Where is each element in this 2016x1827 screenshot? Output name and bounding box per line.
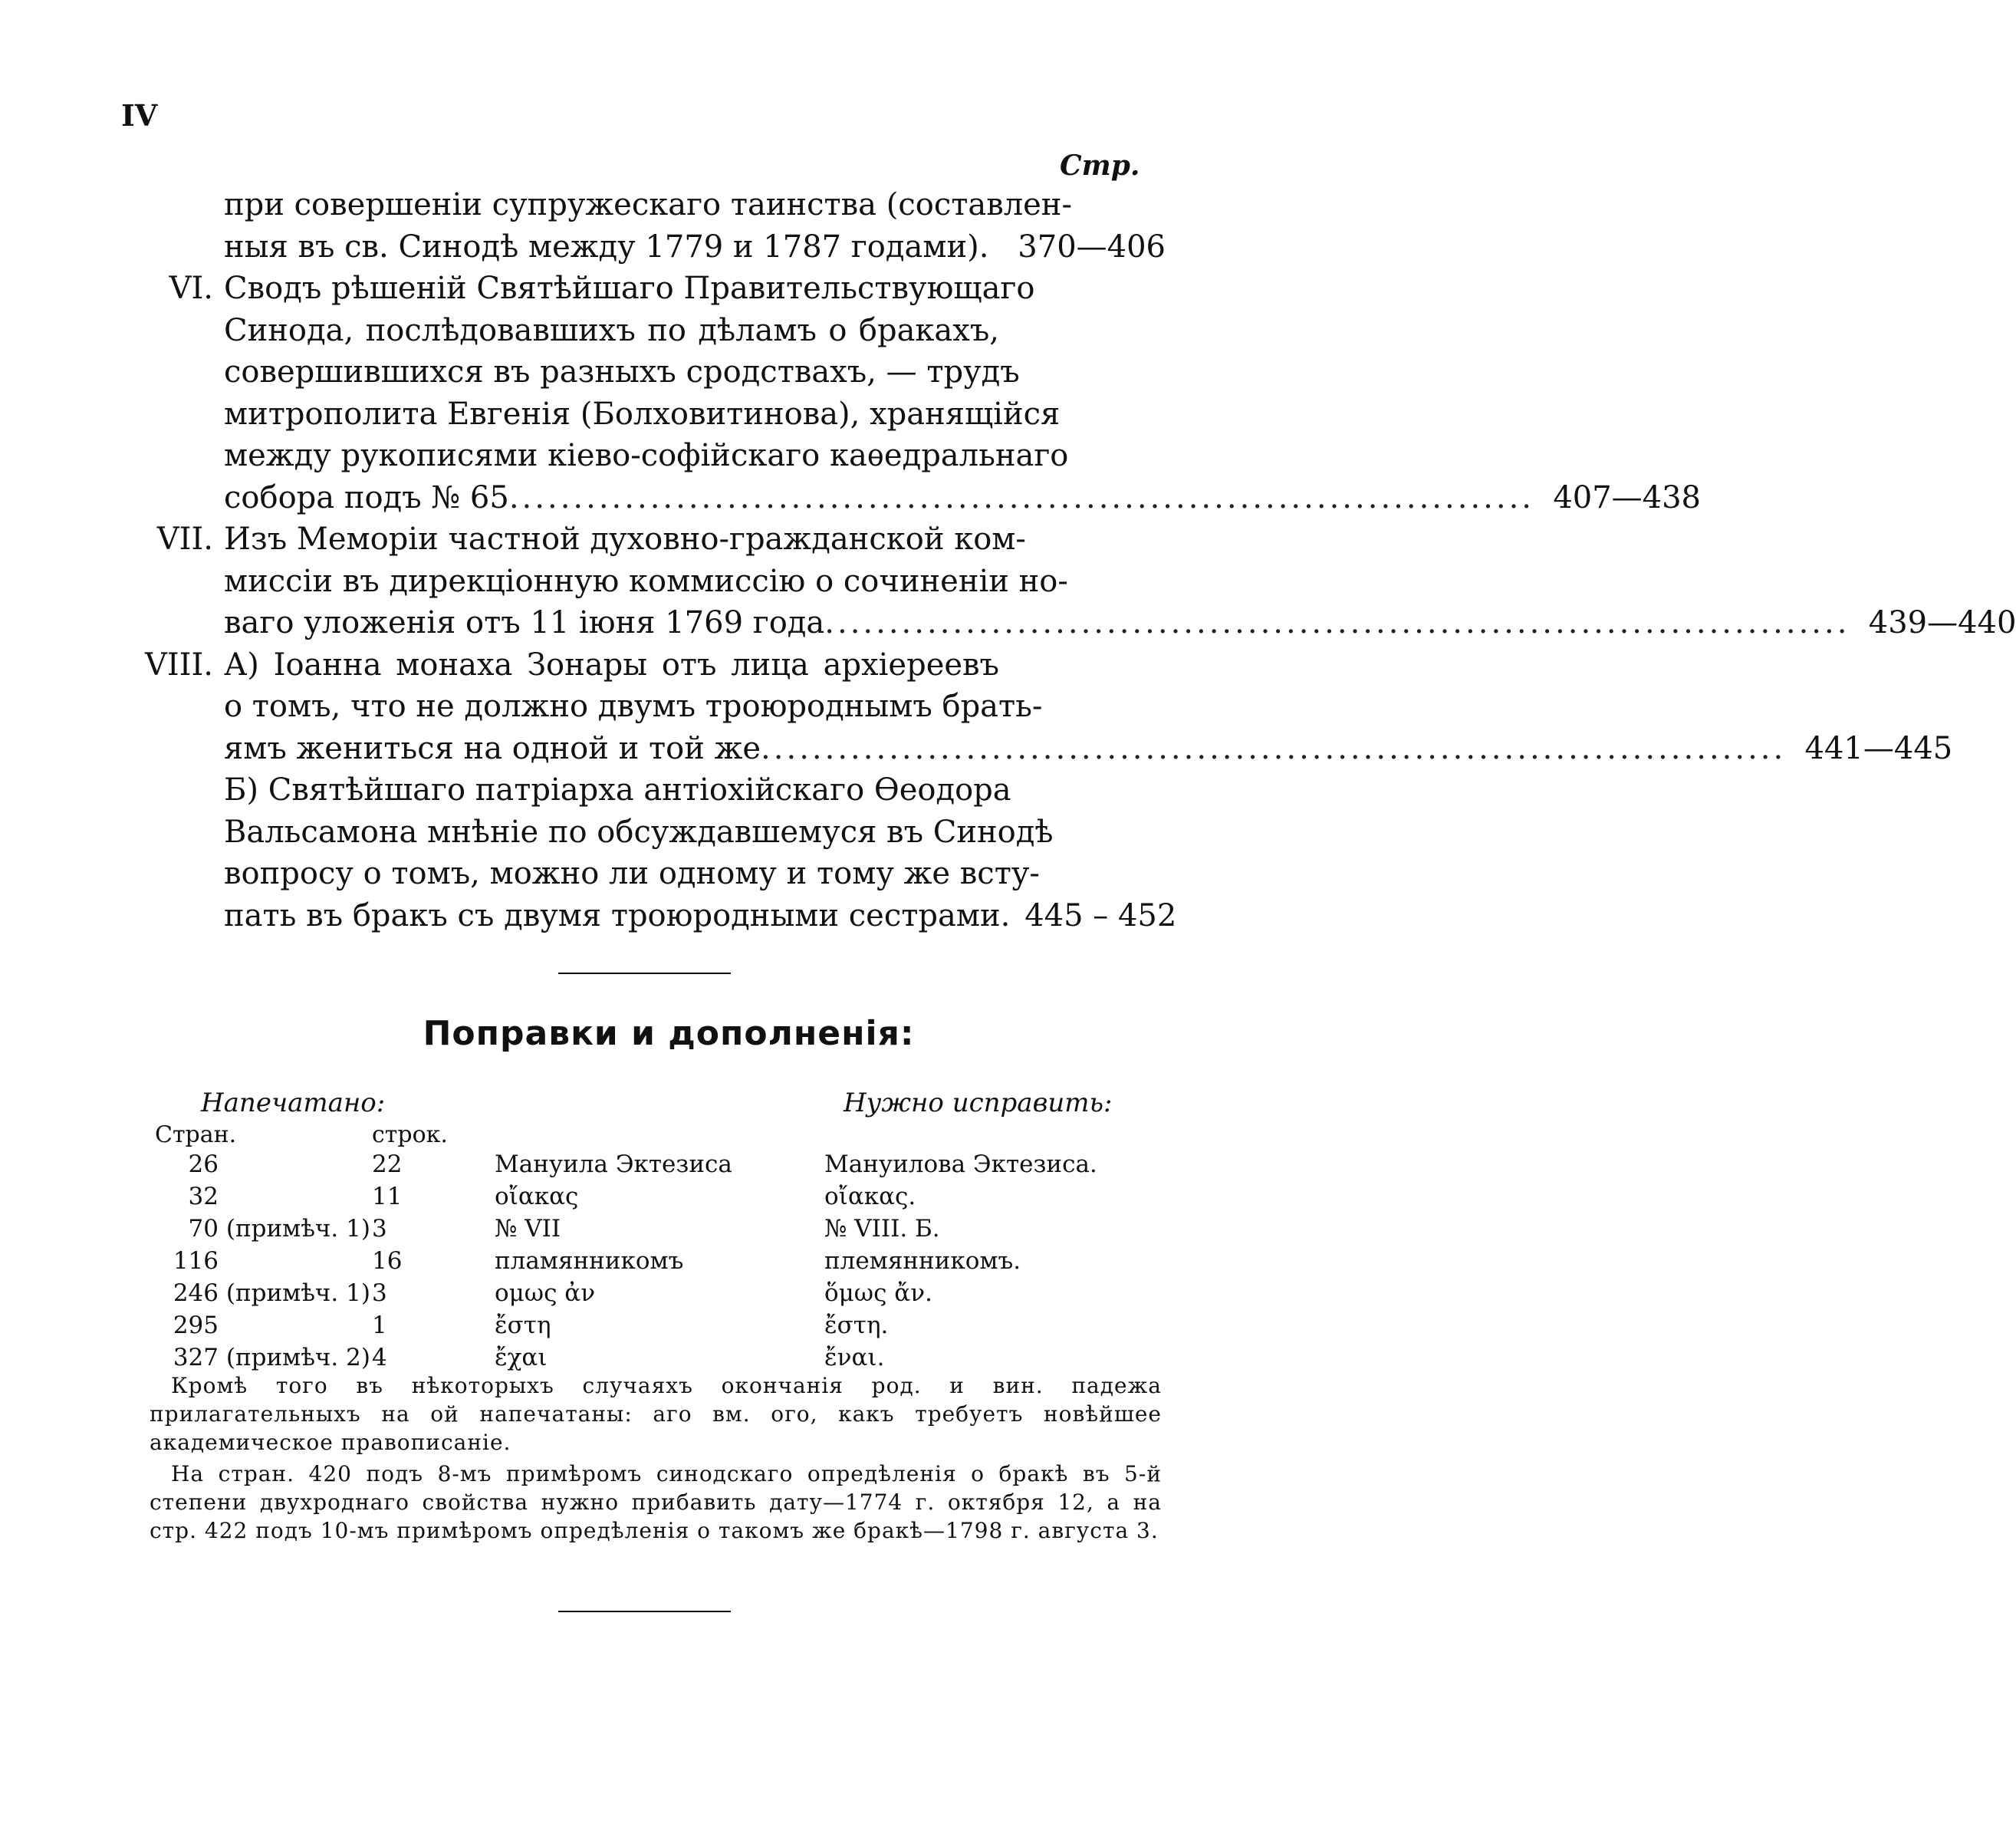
table-row [150,1247,1146,1279]
errata-page: 295 [173,1312,219,1339]
toc-line [115,853,1166,895]
errata-printed: ομως ἀν [495,1279,596,1307]
toc-page-range: 445 – 452 [1024,897,1177,933]
dot-leader: ................................................................................ [824,605,1850,640]
errata-printed: пламянникомъ [495,1247,684,1275]
corrections-heading: Поправки и дополненія: [423,1014,915,1053]
toc-line [115,184,1166,226]
note-paragraph: Кромѣ того въ нѣкоторыхъ случаяхъ окончанія род. и вин. падежа прилагательныхъ на ой напечатаны: аго вм. ого, какъ требуетъ новѣйшее академическое правописаніе. [150,1373,1162,1455]
page-number: IV [121,98,158,133]
toc-section-number: VIII. [144,647,213,683]
page-column-heading: Стр. [1060,150,1140,182]
errata-correct: ὅμως ἄν. [824,1279,932,1307]
toc-line-text: ваго уложенія отъ 11 іюня 1769 года [224,605,825,640]
errata-printed: № VII [495,1215,561,1243]
toc-line [115,477,1702,519]
errata-correct: Мануилова Эктезиса. [824,1151,1097,1178]
errata-page: 246 [173,1279,219,1307]
toc-line-text: Синода, послѣдовавшихъ по дѣламъ о бракахъ, [224,312,999,348]
toc-line [115,226,1166,268]
toc-page-range: 439—440 [1868,605,2016,640]
toc-line-text: митрополита Евгенія (Болховитинова), хранящійся [224,396,1061,432]
errata-line: 1 [372,1312,387,1339]
note-paragraph: На стран. 420 подъ 8-мъ примѣромъ синодскаго опредѣленія о бракѣ въ 5-й степени двухроднаго свойства нужно прибавить дату—1774 г. октября 12, а на стр. 422 подъ 10-мъ примѣромъ опредѣленія о такомъ же бракѣ—1798 г. августа 3. [150,1461,1162,1543]
toc-line [115,686,1166,728]
toc-line [115,769,1166,811]
errata-line: 3 [372,1279,387,1307]
toc-line-text: при совершеніи супружескаго таинства (составлен- [224,187,1072,222]
toc-line-text: собора подъ № 65 [224,479,509,515]
toc-line-text: миссіи въ дирекціонную коммиссію о сочиненіи но- [224,563,1068,599]
toc-line-text: А) Іоанна монаха Зонары отъ лица архіереевъ [224,647,999,683]
errata-correct: ἔναι. [824,1344,885,1371]
errata-printed: οἴακας [495,1183,579,1210]
dot-leader: ................................................................................ [508,479,1535,515]
toc-line [115,351,1166,393]
errata-page: 70 [188,1215,219,1243]
toc-line-text: Вальсамона мнѣніе по обсуждавшемуся въ Синодѣ [224,814,1054,850]
toc-page-range: 441—445 [1804,730,1953,766]
toc-line [115,602,2016,644]
toc-line [115,435,1166,477]
errata-line: 3 [372,1215,387,1243]
errata-note: (примѣч. 1) [225,1215,370,1243]
line-column-header: строк. [372,1121,448,1148]
toc-line [115,644,1166,686]
toc-line [115,895,1177,937]
table-row [150,1279,1146,1312]
toc-line-text: вопросу о томъ, можно ли одному и тому же всту- [224,856,1040,891]
toc-line [115,268,1166,310]
toc-line [115,310,1166,352]
errata-correct: № VIII. Б. [824,1215,940,1243]
toc-line-text: ныя въ св. Синодѣ между 1779 и 1787 годами). [224,229,989,265]
errata-printed: ἔχαι [495,1344,548,1371]
errata-note: (примѣч. 1) [225,1279,370,1307]
table-row [150,1151,1146,1183]
errata-line: 4 [372,1344,387,1371]
errata-printed: Мануила Эктезиса [495,1151,732,1178]
divider-top [558,973,731,974]
errata-correct: οἴακας. [824,1183,916,1210]
correction-notes [150,1371,1162,1548]
table-row [150,1215,1146,1247]
errata-correct: ἔστη. [824,1312,889,1339]
divider-bottom [558,1611,731,1612]
table-row [150,1183,1146,1215]
toc-line [115,393,1166,436]
errata-page: 32 [188,1183,219,1210]
errata-line: 11 [372,1183,403,1210]
toc-section-number: VI. [169,271,213,306]
toc-line-text: Изъ Меморіи частной духовно-гражданской ком- [224,522,1026,557]
toc-line-text: пать въ бракъ съ двумя троюродными сестрами. [224,897,1011,933]
toc-line-text: о томъ, что не должно двумъ троюроднымъ брать- [224,689,1043,724]
toc-line-text: совершившихся въ разныхъ сродствахъ, — трудъ [224,354,1020,390]
printed-label: Напечатано: [201,1088,386,1118]
toc-line-text: между рукописями кіево-софійскаго каѳедральнаго [224,438,1069,473]
toc-line-text: ямъ жениться на одной и той же [224,730,761,766]
page-column-header: Стран. [155,1121,237,1148]
errata-correct: племянникомъ. [824,1247,1021,1275]
errata-page: 116 [173,1247,219,1275]
correct-label: Нужно исправить: [844,1088,1113,1118]
errata-table [150,1151,1146,1376]
toc-section-number: VII. [156,522,213,557]
toc-page-range: 370—406 [1018,229,1166,265]
toc-line-text: Б) Святѣйшаго патріарха антіохійскаго Ѳеодора [224,772,1011,808]
errata-line: 16 [372,1247,403,1275]
errata-page: 327 [173,1344,219,1371]
errata-page: 26 [188,1151,219,1178]
toc-page-range: 407—438 [1553,479,1702,515]
toc-line [115,811,1166,854]
toc-line-text: Сводъ рѣшеній Святѣйшаго Правительствующаго [224,271,1035,306]
toc-line [115,518,1166,561]
table-of-contents [115,184,2016,937]
toc-line [115,561,1166,603]
dot-leader: ................................................................................ [761,730,1787,766]
table-row [150,1312,1146,1344]
errata-printed: ἔστη [495,1312,551,1339]
toc-line [115,728,1953,770]
errata-note: (примѣч. 2) [225,1344,370,1371]
errata-line: 22 [372,1151,403,1178]
